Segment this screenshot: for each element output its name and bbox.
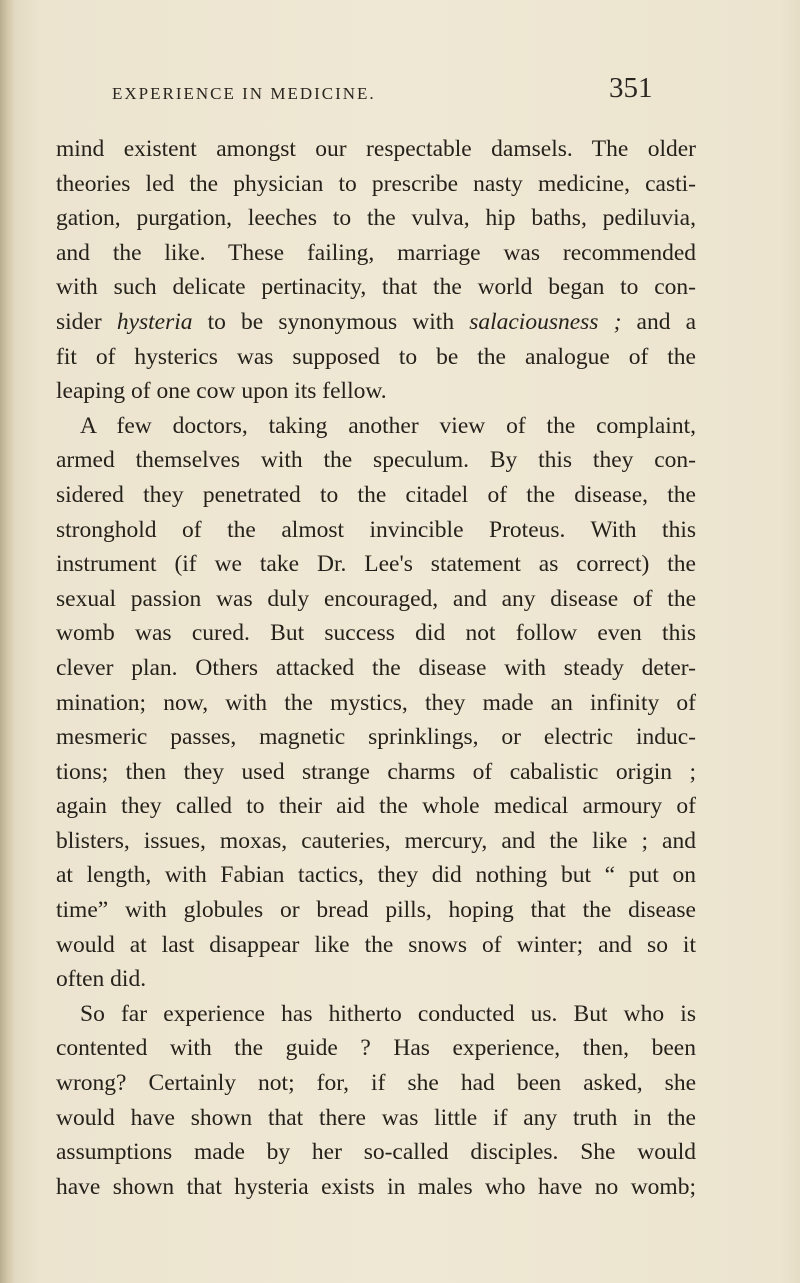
text-line: contented with the guide ? Has experience, then, been (56, 1035, 696, 1062)
text-line: sexual passion was duly encouraged, and any disease of the (56, 585, 696, 612)
text-line: mesmeric passes, magnetic sprinklings, or electric induc- (56, 724, 696, 751)
text-line: blisters, issues, moxas, cauteries, mercury, and the like ; and (56, 827, 696, 854)
text-line (56, 305, 696, 340)
text-line: instrument (if we take Dr. Lee's statement as correct) the (56, 551, 696, 578)
text-line: would at last disappear like the snows of winter; and so it (56, 931, 696, 958)
text-line: tions; then they used strange charms of cabalistic origin ; (56, 758, 696, 785)
italic-term: hysteria (116, 308, 193, 335)
text-line: womb was cured. But success did not follow even this (56, 620, 696, 647)
text-line: often did. (56, 966, 147, 993)
text-line: sidered they penetrated to the citadel of the disease, the (56, 481, 696, 508)
text-line: at length, with Fabian tactics, they did nothing but “ put on (56, 862, 696, 889)
text-line: stronghold of the almost invincible Proteus. With this (56, 516, 696, 543)
text-fragment: sider (56, 308, 117, 335)
text-line: mination; now, with the mystics, they made an infinity of (56, 689, 696, 716)
text-line: theories led the physician to prescribe nasty medicine, casti- (56, 170, 696, 197)
running-head: EXPERIENCE IN MEDICINE. (112, 84, 376, 103)
page-gutter-shadow (0, 0, 14, 1283)
text-line: leaping of one cow upon its fellow. (56, 378, 387, 405)
text-line: again they called to their aid the whole medical armoury of (56, 793, 696, 820)
text-line: with such delicate pertinacity, that the world began to con- (56, 274, 696, 301)
text-line: and the like. These failing, marriage was recommended (56, 239, 696, 266)
text-line: A few doctors, taking another view of the complaint, (80, 412, 696, 439)
text-fragment: to be synonymous with (192, 308, 470, 335)
text-line: gation, purgation, leeches to the vulva, hip baths, pediluvia, (56, 205, 696, 232)
text-fragment: and a (621, 308, 697, 335)
text-line: time” with globules or bread pills, hoping that the disease (56, 897, 696, 924)
text-line: clever plan. Others attacked the disease with steady deter- (56, 654, 696, 681)
text-line: would have shown that there was little if any truth in the (56, 1104, 696, 1131)
text-line: assumptions made by her so-called disciples. She would (56, 1139, 696, 1166)
text-line: fit of hysterics was supposed to be the analogue of the (56, 343, 696, 370)
text-line: have shown that hysteria exists in males who have no womb; (56, 1173, 696, 1200)
italic-term: salaciousness ; (469, 308, 622, 335)
text-line: mind existent amongst our respectable damsels. The older (56, 136, 696, 162)
text-line: armed themselves with the speculum. By this they con- (56, 447, 696, 474)
page-number: 351 (609, 72, 653, 104)
text-line: wrong? Certainly not; for, if she had been asked, she (56, 1070, 696, 1097)
body-text (56, 132, 696, 1204)
text-line: So far experience has hitherto conducted us. But who is (80, 1000, 696, 1027)
